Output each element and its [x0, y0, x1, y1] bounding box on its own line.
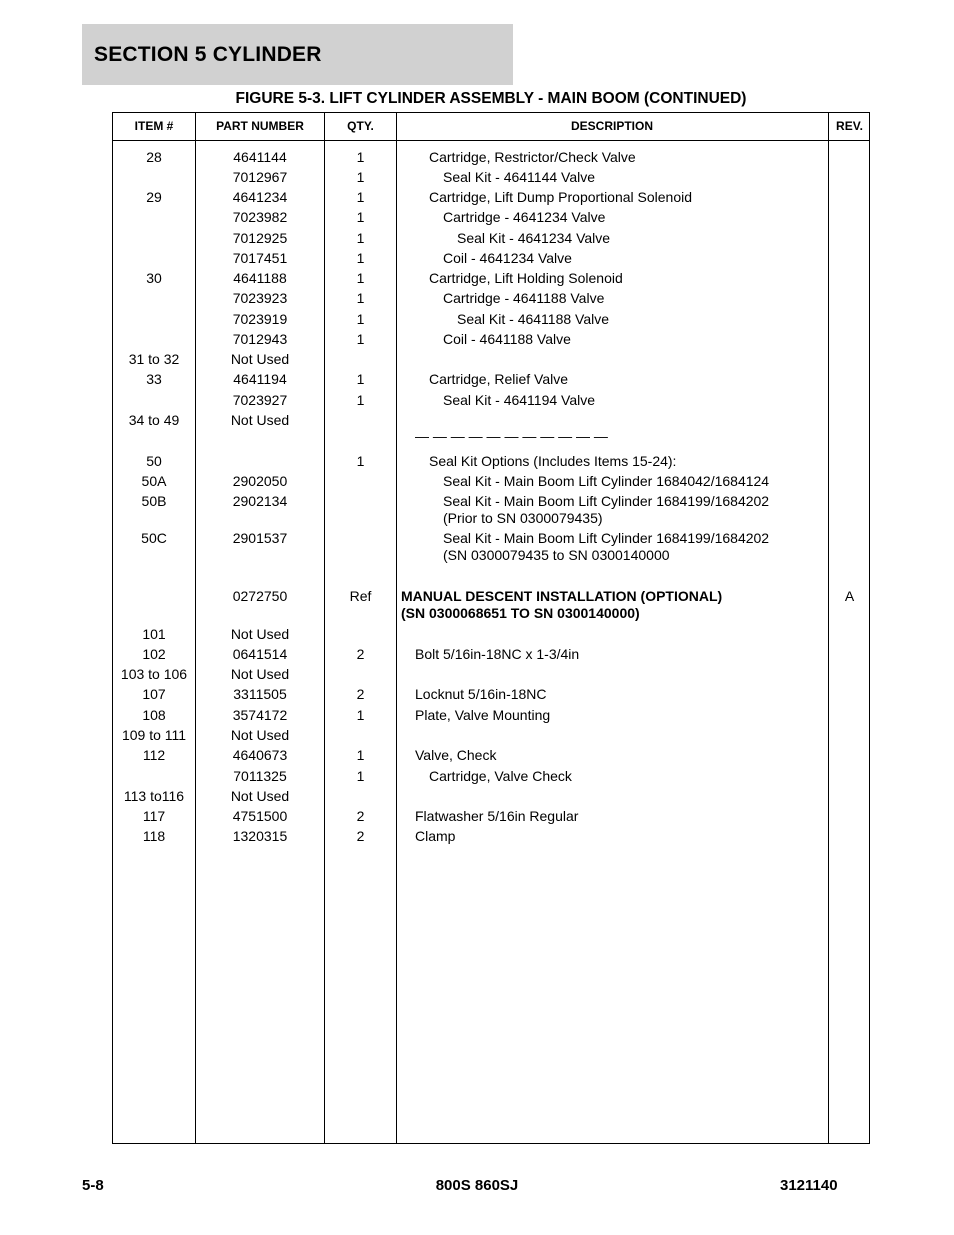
item-cell: 30 — [146, 270, 162, 286]
description-text: Locknut 5/16in-18NC — [415, 686, 547, 702]
part-number-cell: Not Used — [230, 727, 290, 743]
qty-cell: 1 — [356, 747, 365, 763]
rev-cell: A — [844, 588, 855, 604]
description-cell — [397, 646, 827, 663]
qty-cell: 1 — [356, 768, 365, 784]
description-cell — [397, 290, 827, 307]
part-number-cell: 7011325 — [233, 768, 287, 784]
qty-cell: 1 — [356, 149, 365, 165]
header-rev: REV. — [836, 119, 863, 133]
description-text: Cartridge, Lift Dump Proportional Solenoid — [429, 189, 693, 205]
description-text: Coil - 4641188 Valve — [443, 331, 571, 347]
part-number-cell: 7023919 — [232, 311, 288, 327]
part-number-cell: Not Used — [230, 666, 290, 682]
part-number-cell: 7017451 — [232, 250, 288, 266]
item-cell: 50C — [141, 530, 167, 546]
header-item: ITEM # — [134, 119, 174, 133]
item-cell: 29 — [146, 189, 162, 205]
part-number-cell: 3311505 — [233, 686, 287, 702]
description-text: Seal Kit - 4641234 Valve — [457, 230, 611, 246]
description-cell — [397, 189, 827, 206]
description-cell — [397, 149, 827, 166]
description-cell — [397, 428, 827, 445]
description-text: MANUAL DESCENT INSTALLATION (OPTIONAL) (SN 0300068651 TO SN 0300140000) — [401, 588, 723, 621]
figure-title: FIGURE 5-3. LIFT CYLINDER ASSEMBLY - MAIN BOOM (CONTINUED) — [235, 90, 747, 107]
part-number-cell: 2902134 — [232, 493, 288, 509]
qty-cell: 1 — [356, 290, 365, 306]
column-divider — [828, 113, 829, 1143]
part-number-cell: 2901537 — [232, 530, 288, 546]
part-number-cell: 4640673 — [232, 747, 288, 763]
footer-model: 800S 860SJ — [435, 1177, 519, 1194]
qty-cell: 1 — [356, 169, 365, 185]
description-text: Coil - 4641234 Valve — [443, 250, 572, 266]
part-number-cell: Not Used — [230, 788, 290, 804]
item-cell: 108 — [142, 707, 166, 723]
header-part-number: PART NUMBER — [216, 119, 304, 133]
qty-cell: 1 — [356, 311, 365, 327]
qty-cell: 1 — [356, 230, 365, 246]
description-text: Flatwasher 5/16in Regular — [415, 808, 579, 824]
item-cell: 34 to 49 — [128, 412, 180, 428]
description-cell — [397, 270, 827, 287]
description-text: Plate, Valve Mounting — [415, 707, 551, 723]
item-cell: 50 — [146, 453, 162, 469]
description-text: Cartridge, Restrictor/Check Valve — [429, 149, 636, 165]
item-cell: 109 to 111 — [121, 727, 187, 743]
description-text: Seal Kit - Main Boom Lift Cylinder 1684199/1684202 (Prior to SN 0300079435) — [443, 493, 770, 526]
part-number-cell: 4641144 — [233, 149, 287, 165]
description-cell — [397, 250, 827, 267]
part-number-cell: 0272750 — [232, 588, 288, 604]
description-cell — [397, 209, 827, 226]
description-text: Cartridge, Valve Check — [429, 768, 572, 784]
column-divider — [324, 113, 325, 1143]
item-cell: 102 — [142, 646, 166, 662]
part-number-cell: 4751500 — [232, 808, 288, 824]
description-cell — [397, 392, 827, 409]
part-number-cell: 4641194 — [233, 371, 287, 387]
section-header — [82, 24, 513, 85]
part-number-cell: 7023927 — [232, 392, 288, 408]
description-text: Seal Kit - 4641194 Valve — [443, 392, 596, 408]
description-text: Cartridge, Lift Holding Solenoid — [429, 270, 623, 286]
footer-doc-number: 3121140 — [780, 1177, 838, 1194]
description-cell — [397, 493, 827, 527]
item-cell: 118 — [142, 828, 166, 844]
description-cell — [397, 311, 827, 328]
header-qty: QTY. — [347, 119, 374, 133]
item-cell: 28 — [146, 149, 162, 165]
qty-cell: 2 — [356, 808, 365, 824]
part-number-cell: 7012943 — [232, 331, 288, 347]
qty-cell: 1 — [356, 209, 365, 225]
column-divider — [396, 113, 397, 1143]
description-text: Cartridge - 4641188 Valve — [443, 290, 605, 306]
section-title: SECTION 5 CYLINDER — [94, 42, 322, 66]
qty-cell: 1 — [356, 453, 365, 469]
parts-table — [112, 112, 870, 1144]
description-cell — [397, 808, 827, 825]
description-cell — [397, 686, 827, 703]
part-number-cell: 3574172 — [232, 707, 288, 723]
description-text: Cartridge, Relief Valve — [429, 371, 569, 387]
part-number-cell: 7023982 — [232, 209, 288, 225]
item-cell: 50A — [141, 473, 167, 489]
part-number-cell: Not Used — [230, 412, 290, 428]
description-cell — [397, 169, 827, 186]
footer-page-number: 5-8 — [82, 1177, 104, 1194]
qty-cell: 2 — [356, 828, 365, 844]
description-text: Seal Kit - 4641188 Valve — [457, 311, 610, 327]
description-text: Seal Kit - Main Boom Lift Cylinder 1684042/1684124 — [443, 473, 770, 489]
part-number-cell: 7012967 — [232, 169, 288, 185]
qty-cell: 1 — [356, 707, 365, 723]
qty-cell: 1 — [356, 331, 365, 347]
part-number-cell: 0641514 — [232, 646, 288, 662]
item-cell: 117 — [142, 808, 166, 824]
item-cell: 31 to 32 — [128, 351, 180, 367]
part-number-cell: 4641188 — [233, 270, 287, 286]
item-cell: 112 — [142, 747, 166, 763]
part-number-cell: 2902050 — [232, 473, 288, 489]
description-cell — [397, 588, 827, 622]
description-text: Valve, Check — [415, 747, 497, 763]
part-number-cell: 7023923 — [232, 290, 288, 306]
description-cell — [397, 768, 827, 785]
item-cell: 107 — [142, 686, 166, 702]
item-cell: 33 — [146, 371, 162, 387]
item-cell: 101 — [142, 626, 166, 642]
item-cell: 113 to116 — [123, 788, 185, 804]
qty-cell: 1 — [356, 250, 365, 266]
part-number-cell: Not Used — [230, 626, 290, 642]
description-cell — [397, 530, 827, 564]
part-number-cell: 4641234 — [232, 189, 288, 205]
description-text: — — — — — — — — — — — — [415, 428, 608, 444]
qty-cell: 1 — [356, 189, 365, 205]
description-text: Seal Kit - Main Boom Lift Cylinder 1684199/1684202 (SN 0300079435 to SN 0300140000 — [443, 530, 770, 563]
qty-cell: 1 — [356, 270, 365, 286]
description-cell — [397, 473, 827, 490]
qty-cell: 1 — [356, 392, 365, 408]
item-cell: 50B — [141, 493, 167, 509]
header-description: DESCRIPTION — [570, 119, 653, 133]
description-cell — [397, 828, 827, 845]
description-cell — [397, 230, 827, 247]
description-text: Cartridge - 4641234 Valve — [443, 209, 606, 225]
description-cell — [397, 331, 827, 348]
description-cell — [397, 747, 827, 764]
part-number-cell: Not Used — [230, 351, 290, 367]
item-cell: 103 to 106 — [120, 666, 188, 682]
description-cell — [397, 707, 827, 724]
description-cell — [397, 453, 827, 470]
part-number-cell: 7012925 — [232, 230, 288, 246]
header-divider — [113, 140, 869, 141]
description-text: Bolt 5/16in-18NC x 1-3/4in — [415, 646, 580, 662]
description-text: Clamp — [415, 828, 456, 844]
description-text: Seal Kit Options (Includes Items 15-24): — [429, 453, 677, 469]
description-cell — [397, 371, 827, 388]
qty-cell: 2 — [356, 686, 365, 702]
qty-cell: 2 — [356, 646, 365, 662]
qty-cell: Ref — [349, 588, 372, 604]
description-text: Seal Kit - 4641144 Valve — [443, 169, 596, 185]
qty-cell: 1 — [356, 371, 365, 387]
part-number-cell: 1320315 — [232, 828, 288, 844]
